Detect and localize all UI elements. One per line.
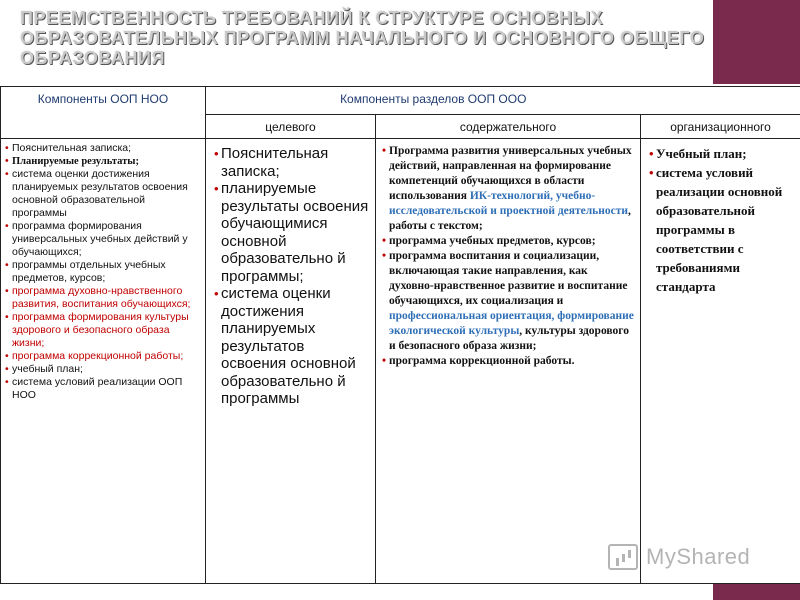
- list-item: • Пояснительная записка;: [5, 142, 201, 155]
- subheader-target: целевого: [206, 115, 376, 139]
- list-item: • учебный план;: [5, 363, 201, 376]
- text-run: , работы с текстом;: [389, 205, 631, 232]
- table-body-row: [1, 139, 800, 584]
- list-item: • программа коррекционной работы;: [5, 350, 201, 363]
- list-item: • планируемые результаты освоения обучающимися основной образовательно й программы;: [214, 180, 369, 285]
- table-header-row: [1, 87, 800, 115]
- col-organizational: [641, 139, 800, 584]
- list-item: • программа формирования культуры здорового и безопасного образа жизни;: [5, 311, 201, 350]
- list-item: • система оценки достижения планируемых результатов освоения основной образовательной программы: [5, 168, 201, 220]
- accent-bar-top: [713, 0, 800, 84]
- text-run-highlight: профессиональная ориентация, формирование экологической культуры: [389, 310, 634, 337]
- list-item: • программа формирования универсальных учебных действий у обучающихся;: [5, 220, 201, 259]
- list-item: • программы отдельных учебных предметов, курсов;: [5, 259, 201, 285]
- list-item: • система оценки достижения планируемых результатов освоения основной образовательно й программы: [214, 285, 369, 408]
- col-target: [206, 139, 376, 584]
- list-item: • Пояснительная записка;: [214, 145, 369, 180]
- col-oop-noo: [1, 139, 206, 584]
- header-oop-noo: Компоненты ООП НОО: [1, 87, 206, 139]
- accent-bar-bottom: [713, 584, 800, 600]
- subheader-content: содержательного: [376, 115, 641, 139]
- watermark-text: MyShared: [646, 544, 751, 569]
- text-run-highlight: ИК-технологий, учебно-исследовательской и проектной деятельности: [389, 190, 629, 217]
- list-item: • система условий реализации ООП НОО: [5, 376, 201, 402]
- header-oop-ooo: Компоненты разделов ООП ООО: [206, 87, 800, 115]
- watermark: [608, 540, 798, 576]
- list-item: • Учебный план;: [649, 144, 794, 163]
- text-run: программа воспитания и социализации, включающая такие направления, как духовно-нравственное развитие и воспитание обучающихся, их социализация и: [389, 250, 628, 307]
- list-item: • программа коррекционной работы.: [382, 354, 634, 369]
- chart-presentation-icon: [608, 544, 638, 570]
- text-run: Программа развития универсальных учебных действий, направленная на формирование компетенций обучающихся в области использования: [389, 145, 632, 202]
- list-item: • программа учебных предметов, курсов;: [382, 234, 634, 249]
- slide-title: ПРЕЕМСТВЕННОСТЬ ТРЕБОВАНИЙ К СТРУКТУРЕ ОСНОВНЫХ ОБРАЗОВАТЕЛЬНЫХ ПРОГРАММ НАЧАЛЬНОГО И ОСНОВНОГО ОБЩЕГО ОБРАЗОВАНИЯ: [20, 8, 705, 68]
- col-content: [376, 139, 641, 584]
- list-item: [382, 144, 634, 234]
- components-table: [0, 86, 800, 584]
- subheader-organizational: организационного: [641, 115, 800, 139]
- text-run: , культуры здорового и безопасного образа жизни;: [389, 325, 629, 352]
- list-item: [382, 249, 634, 354]
- list-item: • система условий реализации основной образовательной программы в соответствии с требованиями стандарта: [649, 163, 794, 296]
- list-item: • Планируемые результаты;: [5, 155, 201, 168]
- list-item: • программа духовно-нравственного развития, воспитания обучающихся;: [5, 285, 201, 311]
